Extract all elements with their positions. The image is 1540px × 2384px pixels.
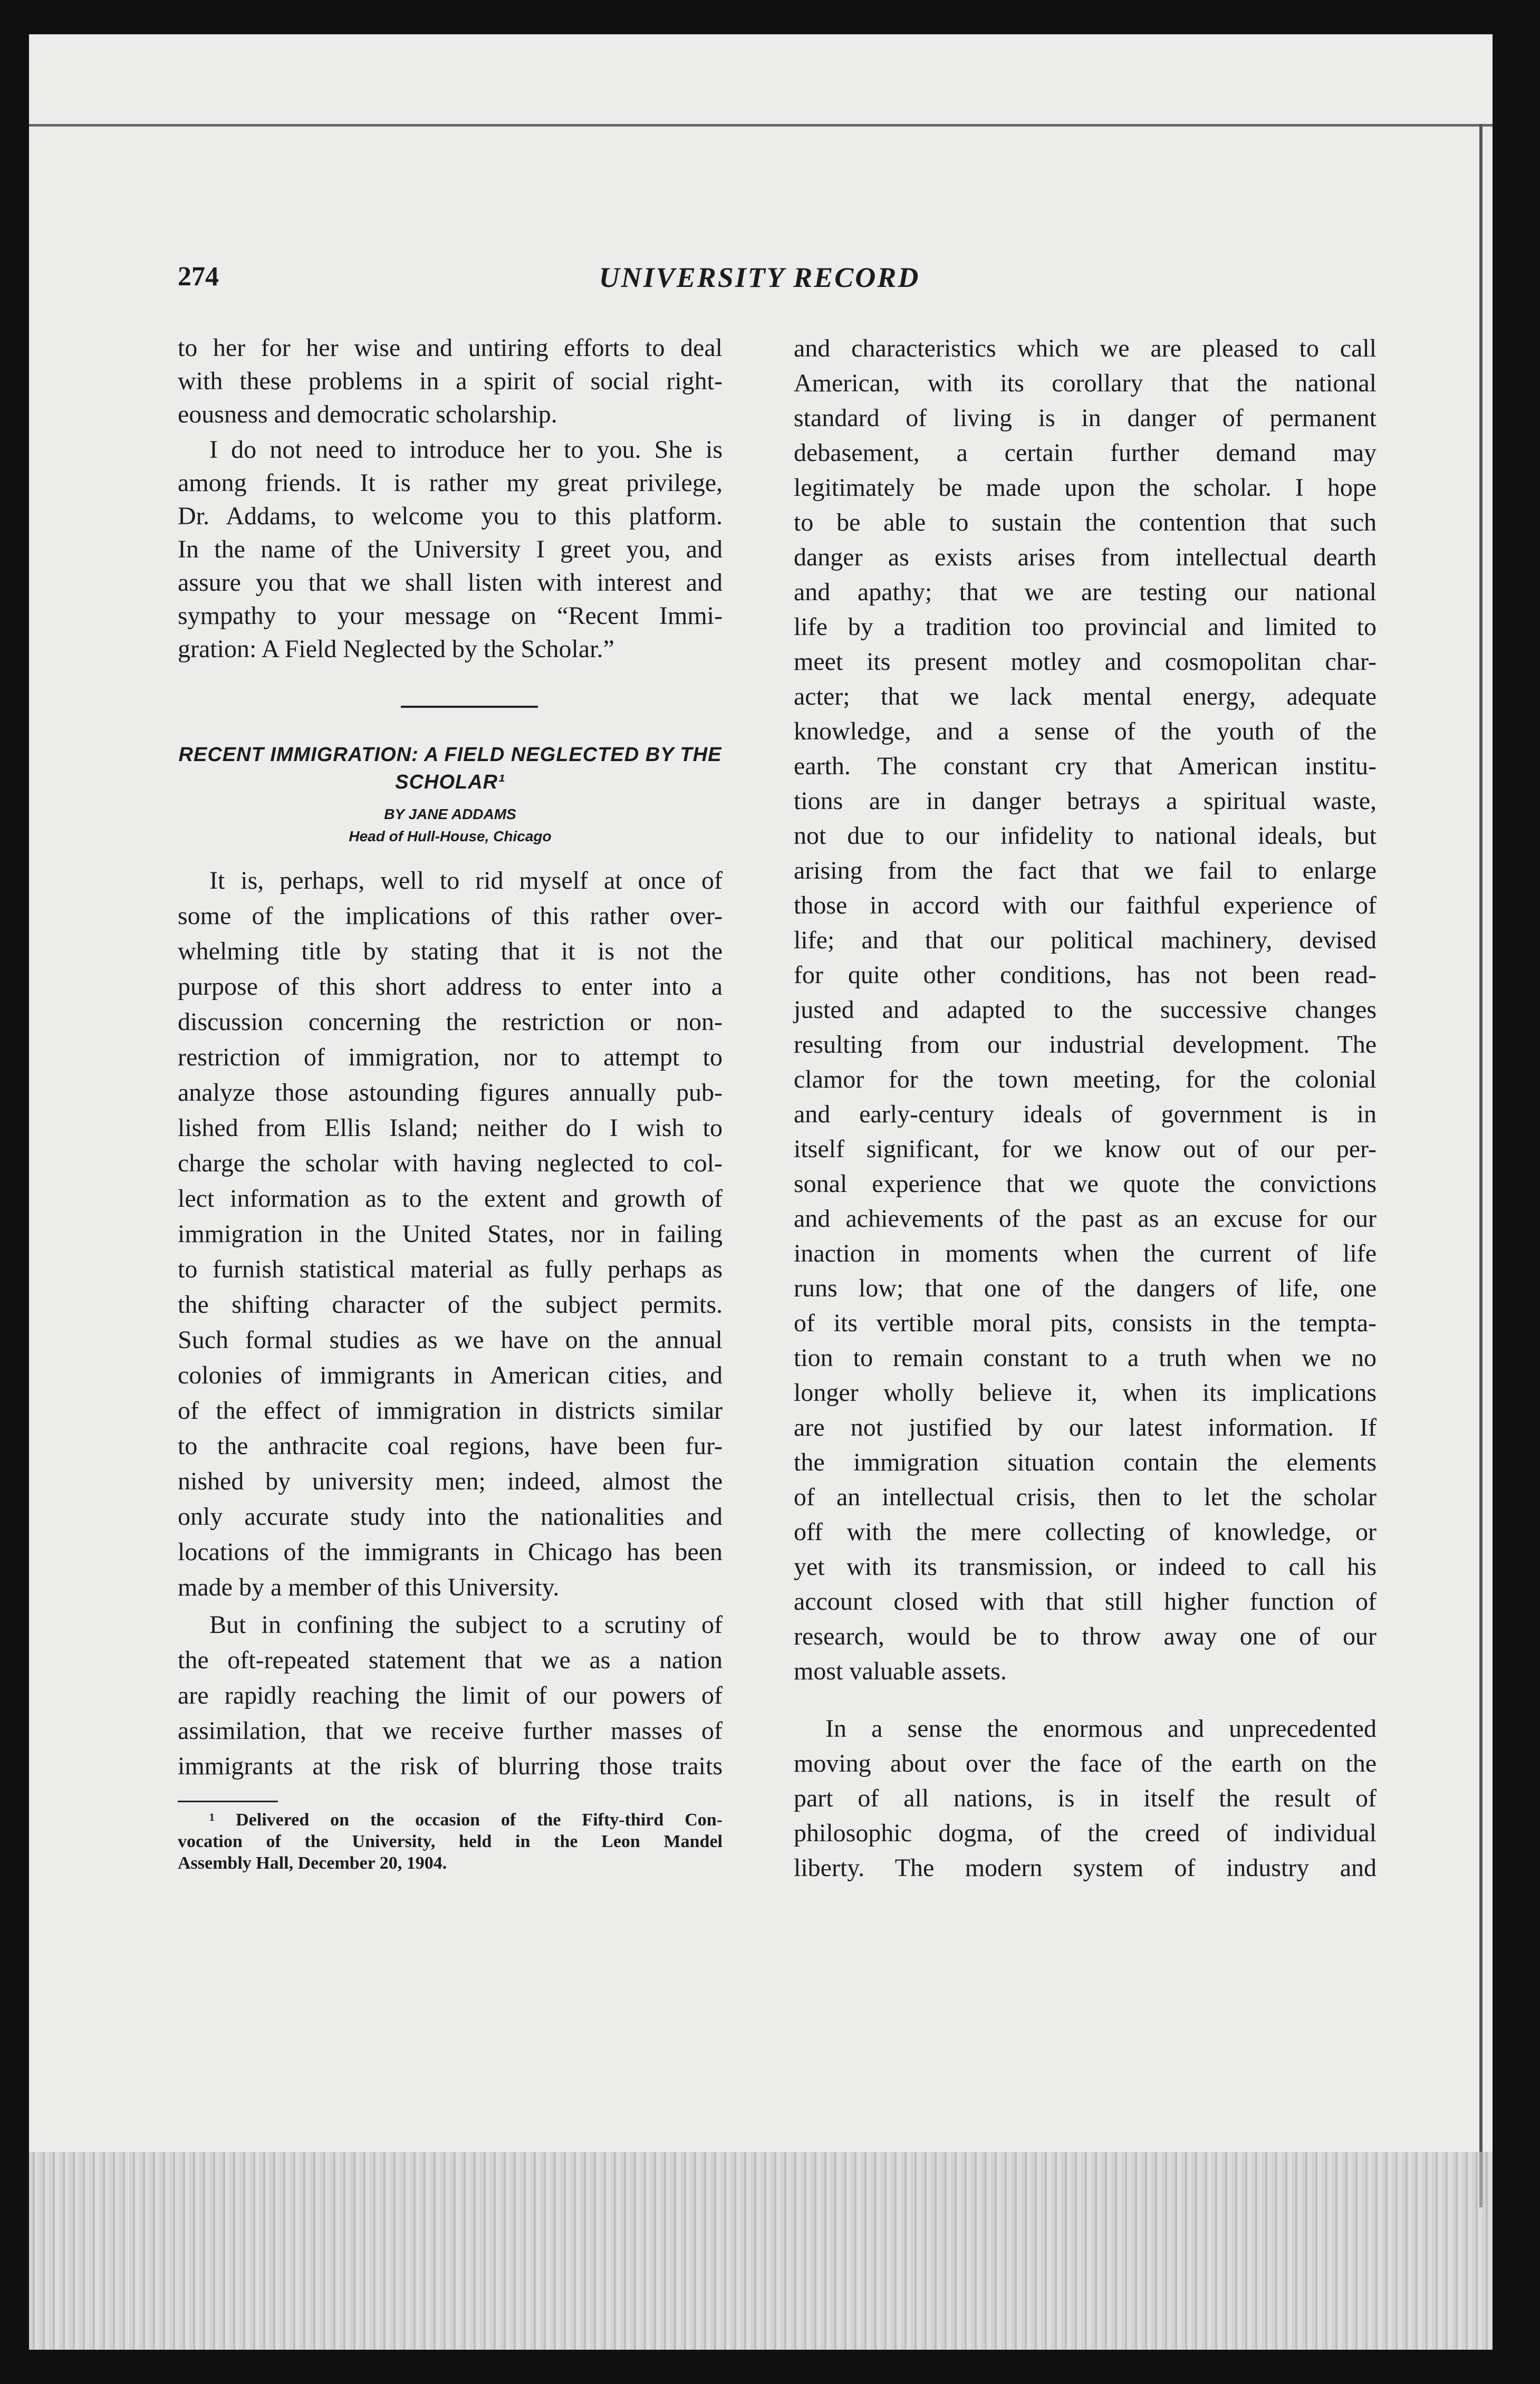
text-line: runs low; that one of the dangers of life, one xyxy=(794,1274,1377,1302)
text-line: the immigration situation contain the elements xyxy=(794,1448,1377,1476)
text-line: assimilation, that we receive further masses of xyxy=(178,1717,723,1745)
text-line: Assembly Hall, December 20, 1904. xyxy=(178,1853,447,1873)
text-line: the oft-repeated statement that we as a nation xyxy=(178,1646,723,1674)
text-line: among friends. It is rather my great privilege, xyxy=(178,469,723,497)
text-line: In a sense the enormous and unprecedented xyxy=(825,1715,1377,1743)
text-line: gration: A Field Neglected by the Scholar.” xyxy=(178,635,614,663)
text-line: for quite other conditions, has not been read- xyxy=(794,961,1377,989)
text-line: assure you that we shall listen with interest and xyxy=(178,569,723,597)
text-line: vocation of the University, held in the Leon Mandel xyxy=(178,1832,723,1851)
section-divider xyxy=(401,706,538,708)
text-line: and apathy; that we are testing our national xyxy=(794,578,1377,606)
text-line: clamor for the town meeting, for the colonial xyxy=(794,1065,1377,1093)
paragraph xyxy=(794,1712,1377,1886)
text-line: I do not need to introduce her to you. She is xyxy=(209,436,723,464)
text-line: legitimately be made upon the scholar. I hope xyxy=(794,474,1377,502)
text-line: to be able to sustain the contention that such xyxy=(794,508,1377,536)
text-line: Dr. Addams, to welcome you to this platform. xyxy=(178,502,723,530)
text-line: liberty. The modern system of industry and xyxy=(794,1854,1377,1882)
text-line: standard of living is in danger of permanent xyxy=(794,404,1377,432)
text-line: those in accord with our faithful experience of xyxy=(794,891,1377,919)
page-number: 274 xyxy=(178,262,219,292)
scan-edge-line xyxy=(1479,124,1483,2207)
left-column-body xyxy=(178,863,723,1784)
text-line: are not justified by our latest information. If xyxy=(794,1414,1377,1441)
text-line: locations of the immigrants in Chicago has been xyxy=(178,1538,723,1566)
text-line: of its vertible moral pits, consists in the tempta- xyxy=(794,1309,1377,1337)
text-line: sonal experience that we quote the convictions xyxy=(794,1170,1377,1198)
text-line: whelming title by stating that it is not the xyxy=(178,937,723,965)
text-line: only accurate study into the nationalities and xyxy=(178,1503,723,1531)
text-line: purpose of this short address to enter into a xyxy=(178,973,723,1001)
text-line: Such formal studies as we have on the annual xyxy=(178,1326,723,1354)
article-title xyxy=(178,741,723,796)
text-line: lished from Ellis Island; neither do I wish to xyxy=(178,1114,723,1142)
text-line: danger as exists arises from intellectual dearth xyxy=(794,543,1377,571)
paragraph xyxy=(178,1809,723,1874)
text-line: sympathy to your message on “Recent Immi- xyxy=(178,602,723,630)
text-line: of the effect of immigration in districts similar xyxy=(178,1397,723,1425)
text-line: life by a tradition too provincial and limited to xyxy=(794,613,1377,641)
text-line: of an intellectual crisis, then to let the scholar xyxy=(794,1483,1377,1511)
text-line: longer wholly believe it, when its implications xyxy=(794,1379,1377,1407)
article-title-line: SCHOLAR¹ xyxy=(395,771,505,793)
footnote-rule xyxy=(178,1801,278,1802)
right-column-body xyxy=(794,331,1377,1689)
text-line: moving about over the face of the earth on the xyxy=(794,1749,1377,1777)
text-line: nished by university men; indeed, almost the xyxy=(178,1467,723,1495)
text-line: to furnish statistical material as fully perhaps as xyxy=(178,1255,723,1283)
running-title: UNIVERSITY RECORD xyxy=(599,262,920,293)
text-line: philosophic dogma, of the creed of individual xyxy=(794,1819,1377,1847)
author-affiliation: Head of Hull-House, Chicago xyxy=(349,828,552,844)
text-line: research, would be to throw away one of our xyxy=(794,1622,1377,1650)
text-line: acter; that we lack mental energy, adequate xyxy=(794,682,1377,710)
text-line: arising from the fact that we fail to enlarge xyxy=(794,857,1377,885)
footnote xyxy=(178,1809,723,1874)
text-line: American, with its corollary that the national xyxy=(794,369,1377,397)
text-line: earth. The constant cry that American institu- xyxy=(794,752,1377,780)
text-line: yet with its transmission, or indeed to call his xyxy=(794,1553,1377,1581)
article-byline: BY JANE ADDAMS xyxy=(384,806,516,822)
text-line: knowledge, and a sense of the youth of the xyxy=(794,717,1377,745)
text-line: account closed with that still higher function of xyxy=(794,1588,1377,1616)
text-line: and achievements of the past as an excuse for our xyxy=(794,1205,1377,1233)
text-line: lect information as to the extent and growth of xyxy=(178,1185,723,1213)
text-line: restriction of immigration, nor to attempt to xyxy=(178,1043,723,1071)
text-line: meet its present motley and cosmopolitan char- xyxy=(794,648,1377,676)
paragraph xyxy=(794,331,1377,1689)
text-line: immigrants at the risk of blurring those traits xyxy=(178,1752,723,1780)
scan-shadow xyxy=(29,2152,1493,2350)
text-line: and early-century ideals of government is in xyxy=(794,1100,1377,1128)
text-line: and characteristics which we are pleased to call xyxy=(794,334,1377,362)
text-line: some of the implications of this rather over- xyxy=(178,902,723,930)
text-line: charge the scholar with having neglected to col- xyxy=(178,1149,723,1177)
paragraph xyxy=(178,331,723,431)
text-line: colonies of immigrants in American cities, and xyxy=(178,1361,723,1389)
text-line: not due to our infidelity to national ideals, but xyxy=(794,822,1377,850)
text-line: the shifting character of the subject permits. xyxy=(178,1291,723,1319)
text-line: eousness and democratic scholarship. xyxy=(178,400,557,428)
text-line: resulting from our industrial development. The xyxy=(794,1031,1377,1059)
text-line: But in confining the subject to a scrutiny of xyxy=(209,1611,723,1639)
text-line: part of all nations, is in itself the result of xyxy=(794,1784,1377,1812)
text-line: tions are in danger betrays a spiritual waste, xyxy=(794,787,1377,815)
text-line: analyze those astounding figures annually pub- xyxy=(178,1079,723,1107)
text-line: justed and adapted to the successive changes xyxy=(794,996,1377,1024)
text-line: In the name of the University I greet you, and xyxy=(178,535,723,563)
text-line: tion to remain constant to a truth when we no xyxy=(794,1344,1377,1372)
text-line: debasement, a certain further demand may xyxy=(794,439,1377,467)
text-line: off with the mere collecting of knowledge, or xyxy=(794,1518,1377,1546)
text-line: It is, perhaps, well to rid myself at once of xyxy=(209,867,723,895)
paragraph xyxy=(178,433,723,666)
text-line: to the anthracite coal regions, have been fur- xyxy=(178,1432,723,1460)
text-line: are rapidly reaching the limit of our powers of xyxy=(178,1681,723,1709)
right-column-final-paragraph xyxy=(794,1712,1377,1886)
text-line: discussion concerning the restriction or non- xyxy=(178,1008,723,1036)
text-line: ¹ Delivered on the occasion of the Fifty-third Con- xyxy=(209,1810,723,1830)
text-line: inaction in moments when the current of life xyxy=(794,1239,1377,1267)
text-line: itself significant, for we know out of our per- xyxy=(794,1135,1377,1163)
text-line: made by a member of this University. xyxy=(178,1573,560,1601)
text-line: immigration in the United States, nor in failing xyxy=(178,1220,723,1248)
text-line: with these problems in a spirit of social right- xyxy=(178,367,723,395)
paragraph xyxy=(178,1607,723,1784)
article-title-line: RECENT IMMIGRATION: A FIELD NEGLECTED BY THE xyxy=(178,744,722,766)
scan-edge-line xyxy=(29,124,1493,127)
paragraph xyxy=(178,863,723,1605)
text-line: life; and that our political machinery, devised xyxy=(794,926,1377,954)
left-column-intro xyxy=(178,331,723,666)
text-line: to her for her wise and untiring efforts to deal xyxy=(178,334,723,362)
text-line: most valuable assets. xyxy=(794,1657,1007,1685)
